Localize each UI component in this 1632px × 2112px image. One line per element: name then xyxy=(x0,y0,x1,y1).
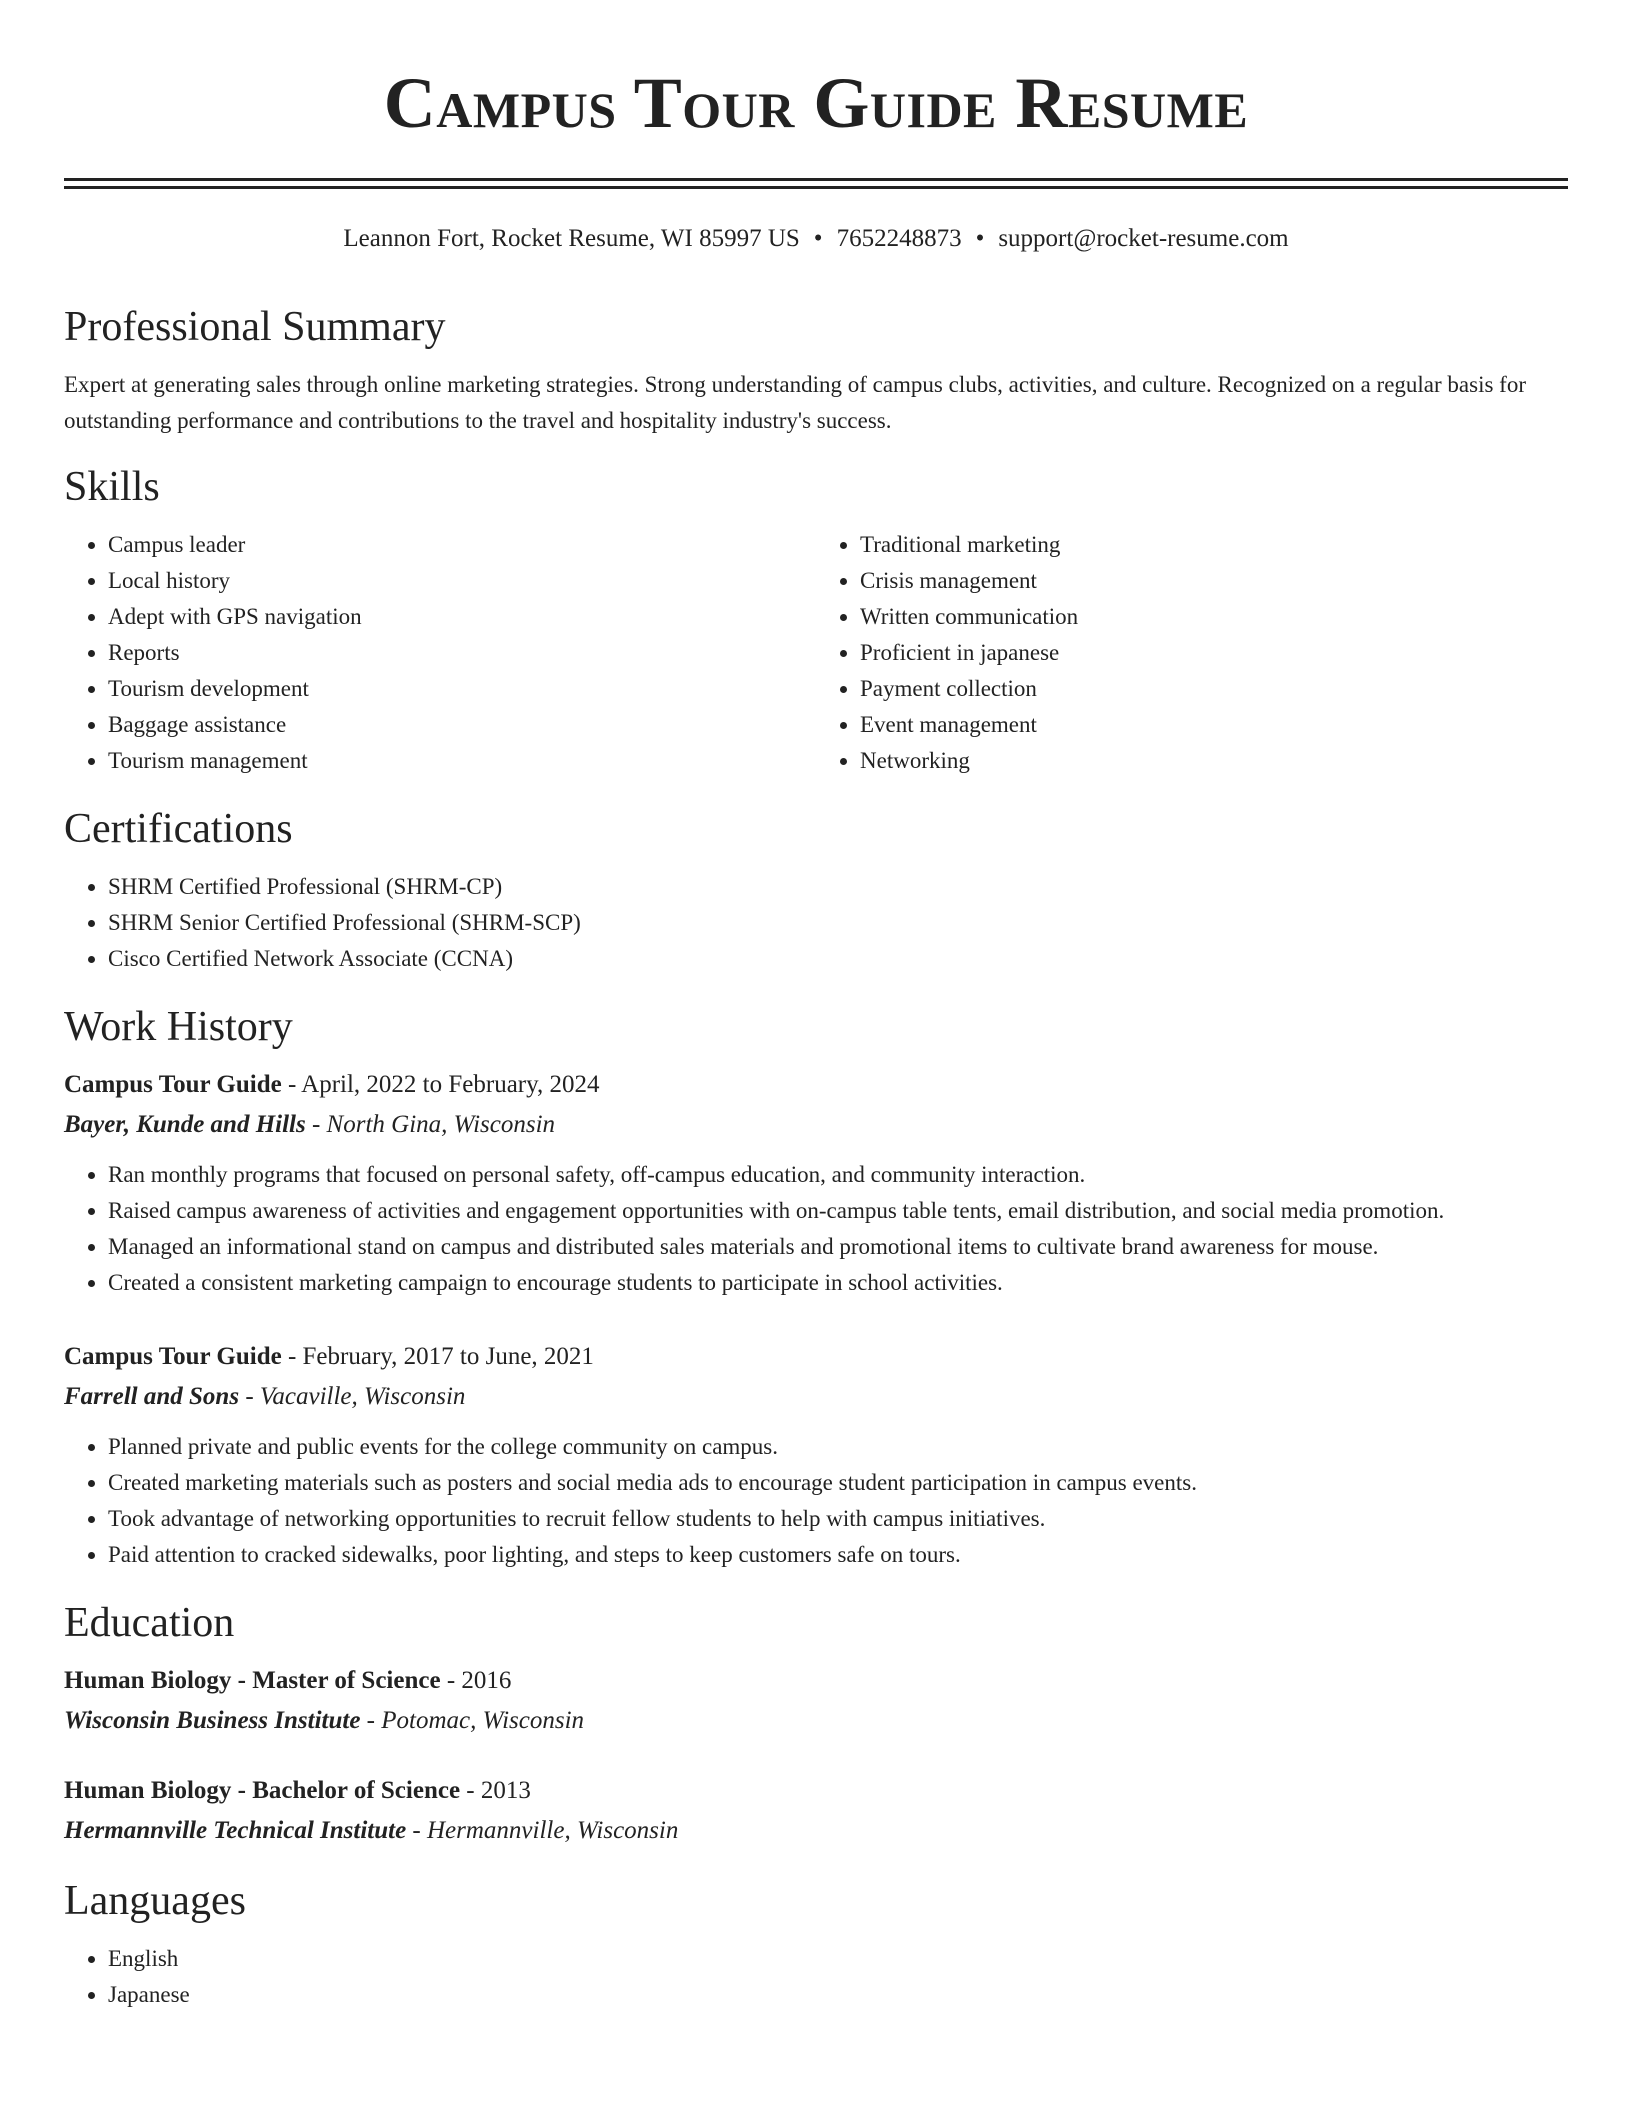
dash: - xyxy=(466,1777,475,1804)
job-title: Campus Tour Guide xyxy=(64,1071,282,1098)
work-history-heading: Work History xyxy=(64,1004,293,1050)
education-school-line xyxy=(64,1811,1568,1851)
contact-address: Leannon Fort, Rocket Resume, WI 85997 US xyxy=(343,225,800,252)
education-school-line xyxy=(64,1701,1568,1741)
skill-item: • Crisis management xyxy=(860,563,1568,599)
languages-heading: Languages xyxy=(64,1878,246,1924)
education-school: Wisconsin Business Institute xyxy=(64,1707,361,1734)
skills-right-list xyxy=(816,527,1568,779)
contact-line xyxy=(64,223,1568,255)
job-header xyxy=(64,1337,1568,1377)
job-bullet: • Raised campus awareness of activities and engagement opportunities with on-campus table tents, email distribution, and social media promotion. xyxy=(108,1193,1568,1229)
education-school: Hermannville Technical Institute xyxy=(64,1817,407,1844)
skill-item: • Traditional marketing xyxy=(860,527,1568,563)
dash: - xyxy=(245,1383,254,1410)
work-history-section xyxy=(64,1001,1568,1573)
job-bullets xyxy=(64,1429,1568,1573)
contact-email: support@rocket-resume.com xyxy=(998,225,1289,252)
dash: - xyxy=(412,1817,421,1844)
skill-item: • Local history xyxy=(108,563,816,599)
dash: - xyxy=(366,1707,375,1734)
education-location: Hermannville, Wisconsin xyxy=(427,1817,679,1844)
skill-item: • Tourism management xyxy=(108,743,816,779)
skill-item: • Payment collection xyxy=(860,671,1568,707)
skill-item: • Baggage assistance xyxy=(108,707,816,743)
skill-item: • Written communication xyxy=(860,599,1568,635)
job-bullet: • Managed an informational stand on campus and distributed sales materials and promotional items to cultivate brand awareness for mouse. xyxy=(108,1229,1568,1265)
languages-section xyxy=(64,1875,1568,2013)
summary-section xyxy=(64,301,1568,439)
skills-section xyxy=(64,461,1568,779)
language-item: • Japanese xyxy=(108,1977,1568,2013)
job-bullet: • Created a consistent marketing campaign to encourage students to participate in school activities. xyxy=(108,1265,1568,1301)
resume-title: Campus Tour Guide Resume xyxy=(383,63,1249,143)
language-item: • English xyxy=(108,1941,1568,1977)
dash: - xyxy=(287,1071,297,1098)
skill-item: • Campus leader xyxy=(108,527,816,563)
skill-item: • Networking xyxy=(860,743,1568,779)
certification-item: • SHRM Certified Professional (SHRM-CP) xyxy=(108,869,1568,905)
dash: - xyxy=(446,1667,456,1694)
skills-heading: Skills xyxy=(64,464,160,510)
certifications-heading: Certifications xyxy=(64,806,293,852)
skills-left-list xyxy=(64,527,816,779)
skill-item: • Event management xyxy=(860,707,1568,743)
certification-item: • SHRM Senior Certified Professional (SHRM-SCP) xyxy=(108,905,1568,941)
job-header xyxy=(64,1065,1568,1105)
education-degree: Human Biology - Bachelor of Science xyxy=(64,1777,461,1804)
job-bullet: • Created marketing materials such as posters and social media ads to encourage student participation in campus events. xyxy=(108,1465,1568,1501)
contact-separator: • xyxy=(975,225,985,252)
skill-item: • Adept with GPS navigation xyxy=(108,599,816,635)
languages-list xyxy=(64,1941,1568,2013)
job-dates: February, 2017 to June, 2021 xyxy=(302,1343,594,1370)
job-company: Bayer, Kunde and Hills xyxy=(64,1111,306,1138)
summary-text: Expert at generating sales through online marketing strategies. Strong understanding of campus clubs, activities, and culture. Recognized on a regular basis for outstanding performance and contributions to the travel and hospitality industry's success. xyxy=(64,372,1526,433)
job-entry xyxy=(64,1065,1568,1301)
skill-item: • Proficient in japanese xyxy=(860,635,1568,671)
skills-columns xyxy=(64,527,1568,779)
education-heading: Education xyxy=(64,1600,235,1646)
dash: - xyxy=(287,1343,297,1370)
job-dates: April, 2022 to February, 2024 xyxy=(301,1071,600,1098)
certifications-list xyxy=(64,869,1568,977)
skill-item: • Reports xyxy=(108,635,816,671)
title-divider xyxy=(64,178,1568,189)
certifications-section xyxy=(64,803,1568,977)
education-section xyxy=(64,1597,1568,1851)
job-title: Campus Tour Guide xyxy=(64,1343,282,1370)
job-bullet: • Ran monthly programs that focused on personal safety, off-campus education, and community interaction. xyxy=(108,1157,1568,1193)
summary-heading: Professional Summary xyxy=(64,304,446,350)
job-bullet: • Took advantage of networking opportunities to recruit fellow students to help with campus initiatives. xyxy=(108,1501,1568,1537)
job-location: North Gina, Wisconsin xyxy=(326,1111,556,1138)
certification-item: • Cisco Certified Network Associate (CCNA) xyxy=(108,941,1568,977)
education-location: Potomac, Wisconsin xyxy=(381,1707,585,1734)
education-entry xyxy=(64,1771,1568,1851)
contact-separator: • xyxy=(813,225,823,252)
job-bullet: • Paid attention to cracked sidewalks, poor lighting, and steps to keep customers safe on tours. xyxy=(108,1537,1568,1573)
education-header xyxy=(64,1771,1568,1811)
education-year: 2013 xyxy=(480,1777,531,1804)
job-company-line xyxy=(64,1105,1568,1145)
job-company: Farrell and Sons xyxy=(64,1383,240,1410)
job-entry xyxy=(64,1337,1568,1573)
contact-phone: 7652248873 xyxy=(836,225,962,252)
job-company-line xyxy=(64,1377,1568,1417)
education-header xyxy=(64,1661,1568,1701)
dash: - xyxy=(311,1111,321,1138)
job-bullets xyxy=(64,1157,1568,1301)
education-year: 2016 xyxy=(461,1667,512,1694)
education-degree: Human Biology - Master of Science xyxy=(64,1667,441,1694)
job-location: Vacaville, Wisconsin xyxy=(259,1383,466,1410)
education-entry xyxy=(64,1661,1568,1741)
skill-item: • Tourism development xyxy=(108,671,816,707)
job-bullet: • Planned private and public events for the college community on campus. xyxy=(108,1429,1568,1465)
